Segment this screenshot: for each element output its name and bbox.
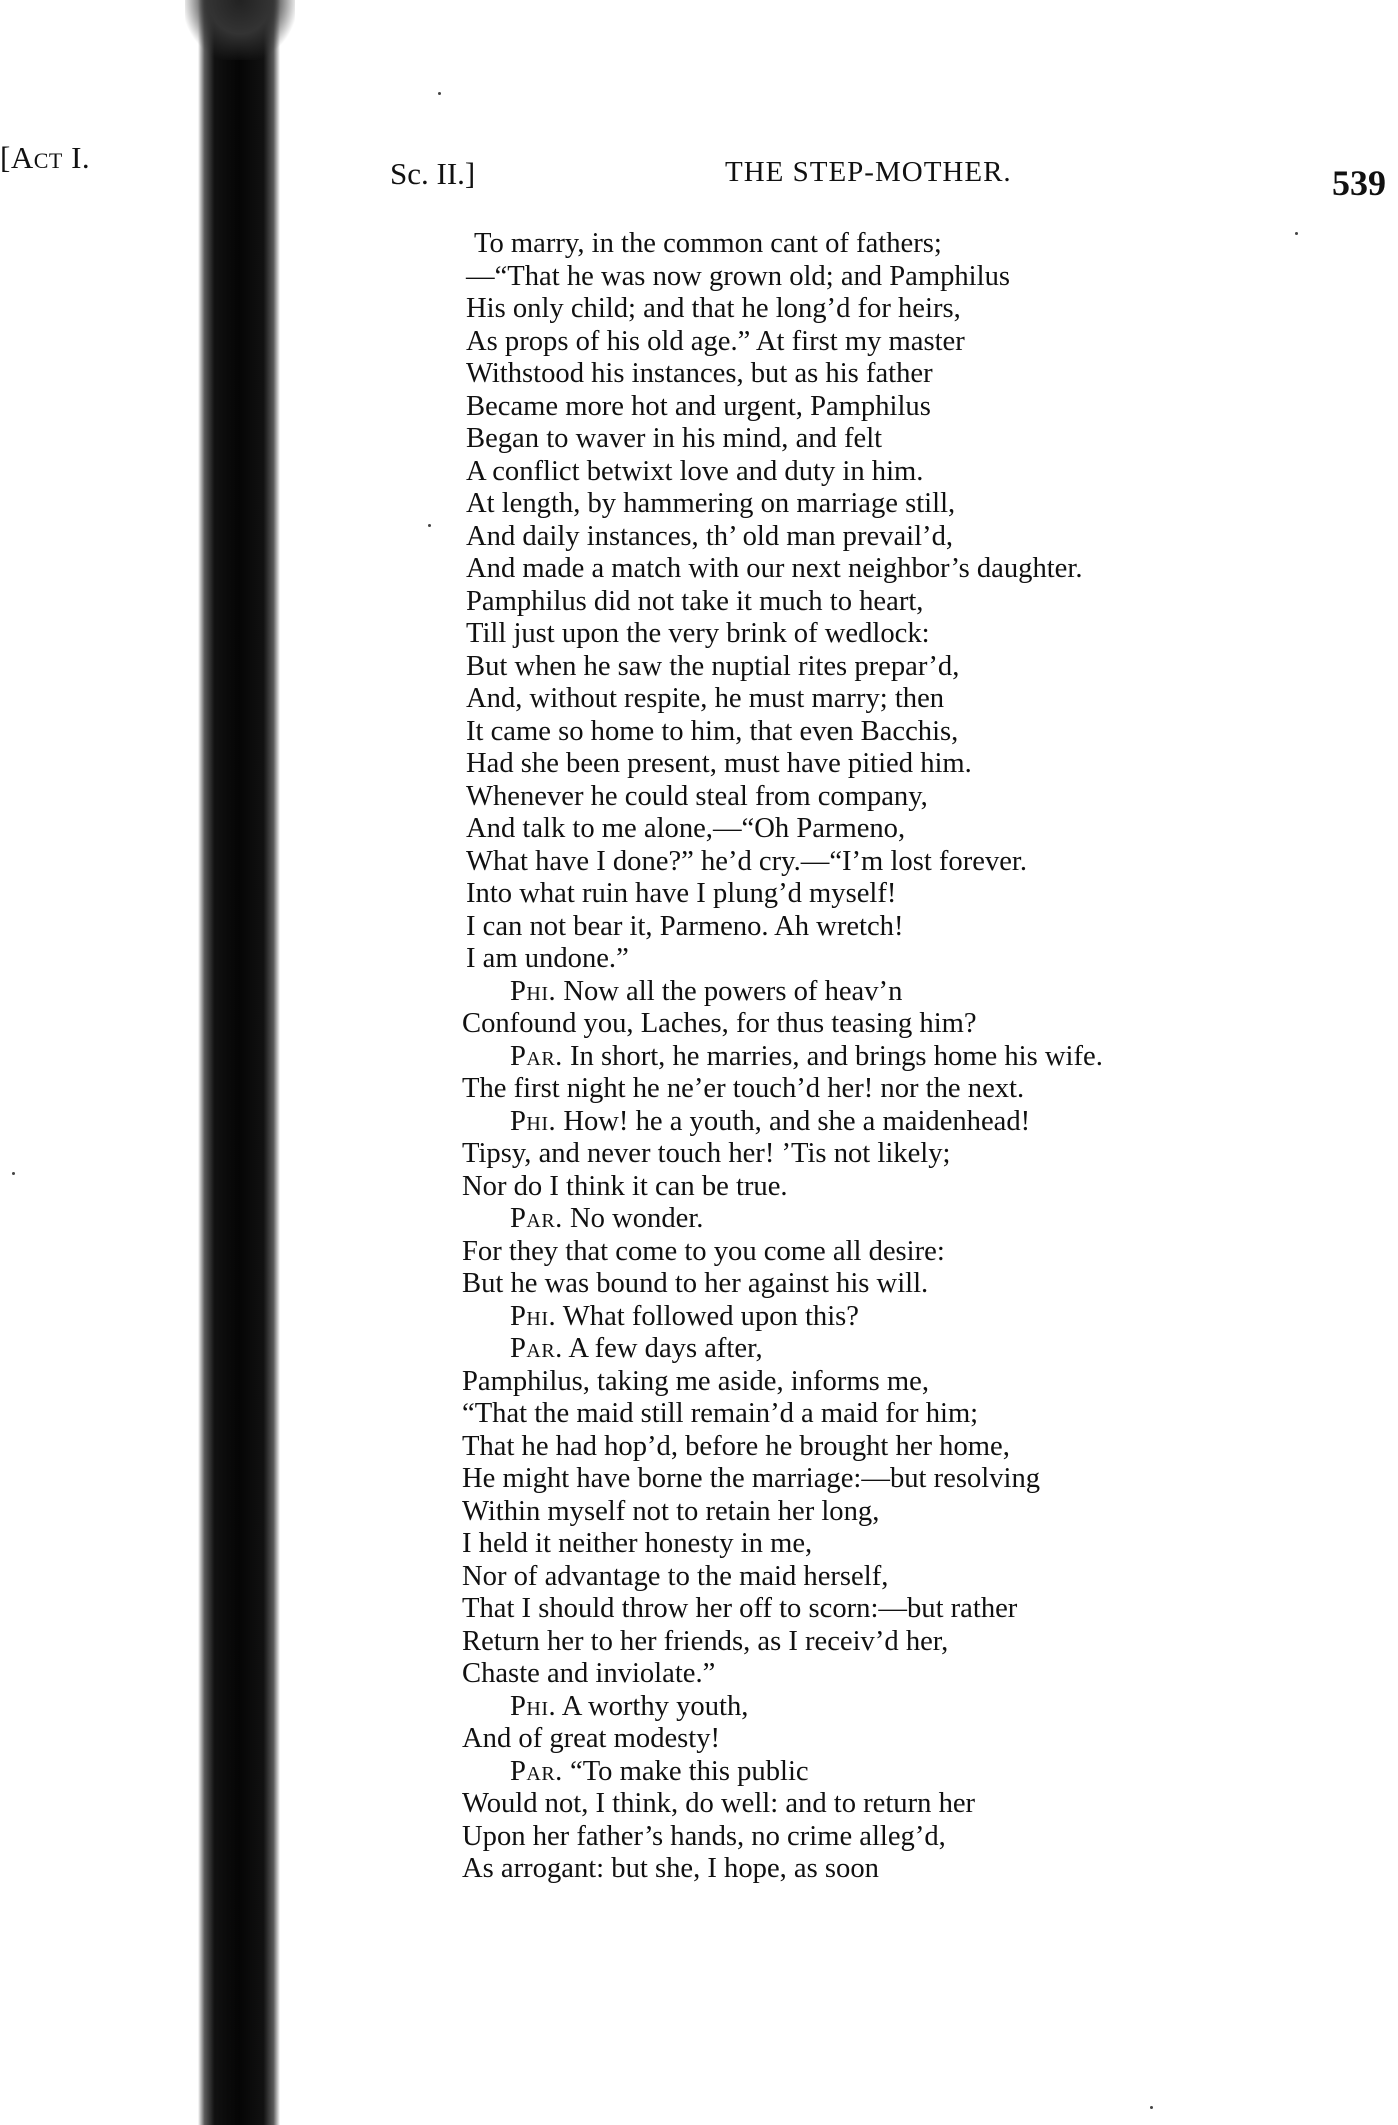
- verse-text: Within myself not to retain her long,: [462, 1495, 880, 1527]
- scan-speck: [12, 1172, 15, 1175]
- verse-line: [462, 586, 1362, 619]
- running-title: THE STEP-MOTHER.: [725, 156, 1012, 188]
- verse-text: Began to waver in his mind, and felt: [466, 423, 883, 454]
- verse-text: —“That he was now grown old; and Pamphilus: [466, 260, 1010, 292]
- verse-line: [462, 488, 1362, 521]
- verse-line: [462, 358, 1362, 391]
- verse-text: “To make this public: [570, 1755, 809, 1787]
- speaker-label: Phi.: [510, 1105, 557, 1137]
- verse-text: I am undone.”: [466, 943, 629, 974]
- verse-text: But when he saw the nuptial rites prepar’d,: [466, 650, 960, 682]
- verse-line: [462, 1626, 1362, 1659]
- speaker-label: Par.: [510, 1203, 563, 1234]
- verse-text: Had she been present, must have pitied him.: [466, 748, 972, 779]
- verse-text: Pamphilus did not take it much to heart,: [466, 585, 924, 617]
- verse-line: [462, 261, 1362, 294]
- verse-text: How! he a youth, and she a maidenhead!: [563, 1105, 1031, 1137]
- verse-text: Whenever he could steal from company,: [466, 780, 928, 812]
- speaker-label: Phi.: [510, 1300, 557, 1332]
- left-running-head-text: [Act I.: [0, 140, 91, 175]
- verse-text: That he had hop’d, before he brought her home,: [462, 1430, 1010, 1462]
- speaker-label: Phi.: [510, 975, 557, 1007]
- page-number: 539: [1332, 163, 1386, 203]
- verse-line: [462, 1431, 1362, 1464]
- verse-line: [462, 1723, 1362, 1756]
- verse-text: To marry, in the common cant of fathers;: [474, 228, 942, 259]
- verse-line: [462, 1041, 1362, 1074]
- verse-text: Tipsy, and never touch her! ’Tis not likely;: [462, 1138, 951, 1169]
- verse-line: [462, 1106, 1362, 1139]
- verse-text: For they that come to you come all desire:: [462, 1235, 945, 1267]
- verse-line: [462, 1496, 1362, 1529]
- verse-text: As props of his old age.” At first my master: [466, 325, 965, 357]
- verse-text: His only child; and that he long’d for heirs,: [466, 293, 961, 324]
- verse-line: [462, 878, 1362, 911]
- verse-line: [462, 1398, 1362, 1431]
- verse-text: Till just upon the very brink of wedlock:: [466, 618, 930, 649]
- verse-line: [462, 1333, 1362, 1366]
- verse-line: [462, 1268, 1362, 1301]
- verse-text: It came so home to him, that even Bacchis,: [466, 715, 959, 747]
- verse-line: [462, 521, 1362, 554]
- verse-text: I held it neither honesty in me,: [462, 1528, 813, 1559]
- speaker-label: Phi.: [510, 1690, 557, 1722]
- verse-line: [462, 1008, 1362, 1041]
- scan-speck: [438, 92, 441, 95]
- verse-line: [462, 748, 1362, 781]
- scan-speck: [1150, 2106, 1153, 2109]
- speaker-label: Par.: [510, 1755, 563, 1787]
- verse-line: [462, 1593, 1362, 1626]
- verse-line: [462, 1236, 1362, 1269]
- verse-text: Nor do I think it can be true.: [462, 1170, 788, 1202]
- verse-text: Became more hot and urgent, Pamphilus: [466, 390, 931, 422]
- verse-line: [462, 228, 1362, 261]
- verse-text: Now all the powers of heav’n: [563, 975, 903, 1007]
- verse-body: [462, 228, 1362, 1886]
- verse-text: A conflict betwixt love and duty in him.: [466, 455, 924, 487]
- verse-text: A few days after,: [568, 1333, 763, 1364]
- verse-line: [462, 391, 1362, 424]
- speaker-label: Par.: [510, 1333, 563, 1364]
- verse-line: [462, 1561, 1362, 1594]
- book-gutter-top-shadow: [185, 0, 295, 60]
- verse-line: [462, 1301, 1362, 1334]
- verse-line: [462, 1366, 1362, 1399]
- verse-text: I can not bear it, Parmeno. Ah wretch!: [466, 910, 904, 942]
- verse-text: The first night he ne’er touch’d her! nor the next.: [462, 1073, 1025, 1104]
- scan-speck: [428, 524, 431, 527]
- verse-text: Would not, I think, do well: and to return her: [462, 1788, 976, 1819]
- verse-line: [462, 976, 1362, 1009]
- verse-line: [462, 943, 1362, 976]
- verse-line: [462, 1138, 1362, 1171]
- verse-text: Upon her father’s hands, no crime alleg’d,: [462, 1820, 946, 1852]
- verse-line: [462, 651, 1362, 684]
- verse-text: No wonder.: [570, 1203, 704, 1234]
- verse-line: [462, 1073, 1362, 1106]
- verse-line: [462, 1463, 1362, 1496]
- verse-text: What have I done?” he’d cry.—“I’m lost forever.: [466, 845, 1028, 877]
- verse-text: “That the maid still remain’d a maid for him;: [462, 1398, 979, 1429]
- verse-line: [462, 1691, 1362, 1724]
- verse-text: And made a match with our next neighbor’s daughter.: [466, 553, 1083, 584]
- verse-text: At length, by hammering on marriage still,: [466, 488, 956, 519]
- verse-text: Return her to her friends, as I receiv’d her,: [462, 1625, 949, 1657]
- verse-text: Nor of advantage to the maid herself,: [462, 1560, 889, 1592]
- verse-line: [462, 326, 1362, 359]
- verse-text: But he was bound to her against his will.: [462, 1268, 929, 1299]
- verse-line: [462, 781, 1362, 814]
- verse-line: [462, 1171, 1362, 1204]
- verse-line: [462, 1658, 1362, 1691]
- verse-line: [462, 1788, 1362, 1821]
- verse-line: [462, 423, 1362, 456]
- speaker-label: Par.: [510, 1040, 563, 1072]
- verse-line: [462, 846, 1362, 879]
- verse-text: As arrogant: but she, I hope, as soon: [462, 1853, 879, 1884]
- verse-line: [462, 1853, 1362, 1886]
- verse-text: Chaste and inviolate.”: [462, 1658, 716, 1689]
- verse-text: Confound you, Laches, for thus teasing him?: [462, 1008, 977, 1039]
- verse-line: [462, 683, 1362, 716]
- book-gutter-shadow: [198, 0, 280, 2125]
- verse-text: Into what ruin have I plung’d myself!: [466, 878, 897, 909]
- verse-line: [462, 293, 1362, 326]
- verse-text: And of great modesty!: [462, 1723, 721, 1754]
- verse-text: And talk to me alone,—“Oh Parmeno,: [466, 813, 906, 844]
- verse-line: [462, 813, 1362, 846]
- verse-line: [462, 911, 1362, 944]
- verse-line: [462, 456, 1362, 489]
- verse-line: [462, 716, 1362, 749]
- page-header: [0, 156, 1398, 206]
- verse-text: And daily instances, th’ old man prevail’d,: [466, 520, 954, 552]
- verse-text: Pamphilus, taking me aside, informs me,: [462, 1365, 929, 1397]
- verse-text: What followed upon this?: [562, 1300, 859, 1332]
- verse-line: [462, 1528, 1362, 1561]
- verse-text: A worthy youth,: [561, 1690, 749, 1722]
- verse-line: [462, 1756, 1362, 1789]
- verse-line: [462, 1203, 1362, 1236]
- verse-text: He might have borne the marriage:—but resolving: [462, 1463, 1041, 1494]
- section-marker: Sc. II.]: [390, 156, 476, 191]
- verse-line: [462, 618, 1362, 651]
- verse-line: [462, 1821, 1362, 1854]
- verse-text: Withstood his instances, but as his father: [466, 358, 933, 389]
- verse-text: And, without respite, he must marry; then: [466, 683, 945, 714]
- verse-text: That I should throw her off to scorn:—but rather: [462, 1593, 1018, 1624]
- verse-text: In short, he marries, and brings home his wife.: [570, 1040, 1103, 1072]
- scan-speck: [1295, 232, 1298, 235]
- verse-line: [462, 553, 1362, 586]
